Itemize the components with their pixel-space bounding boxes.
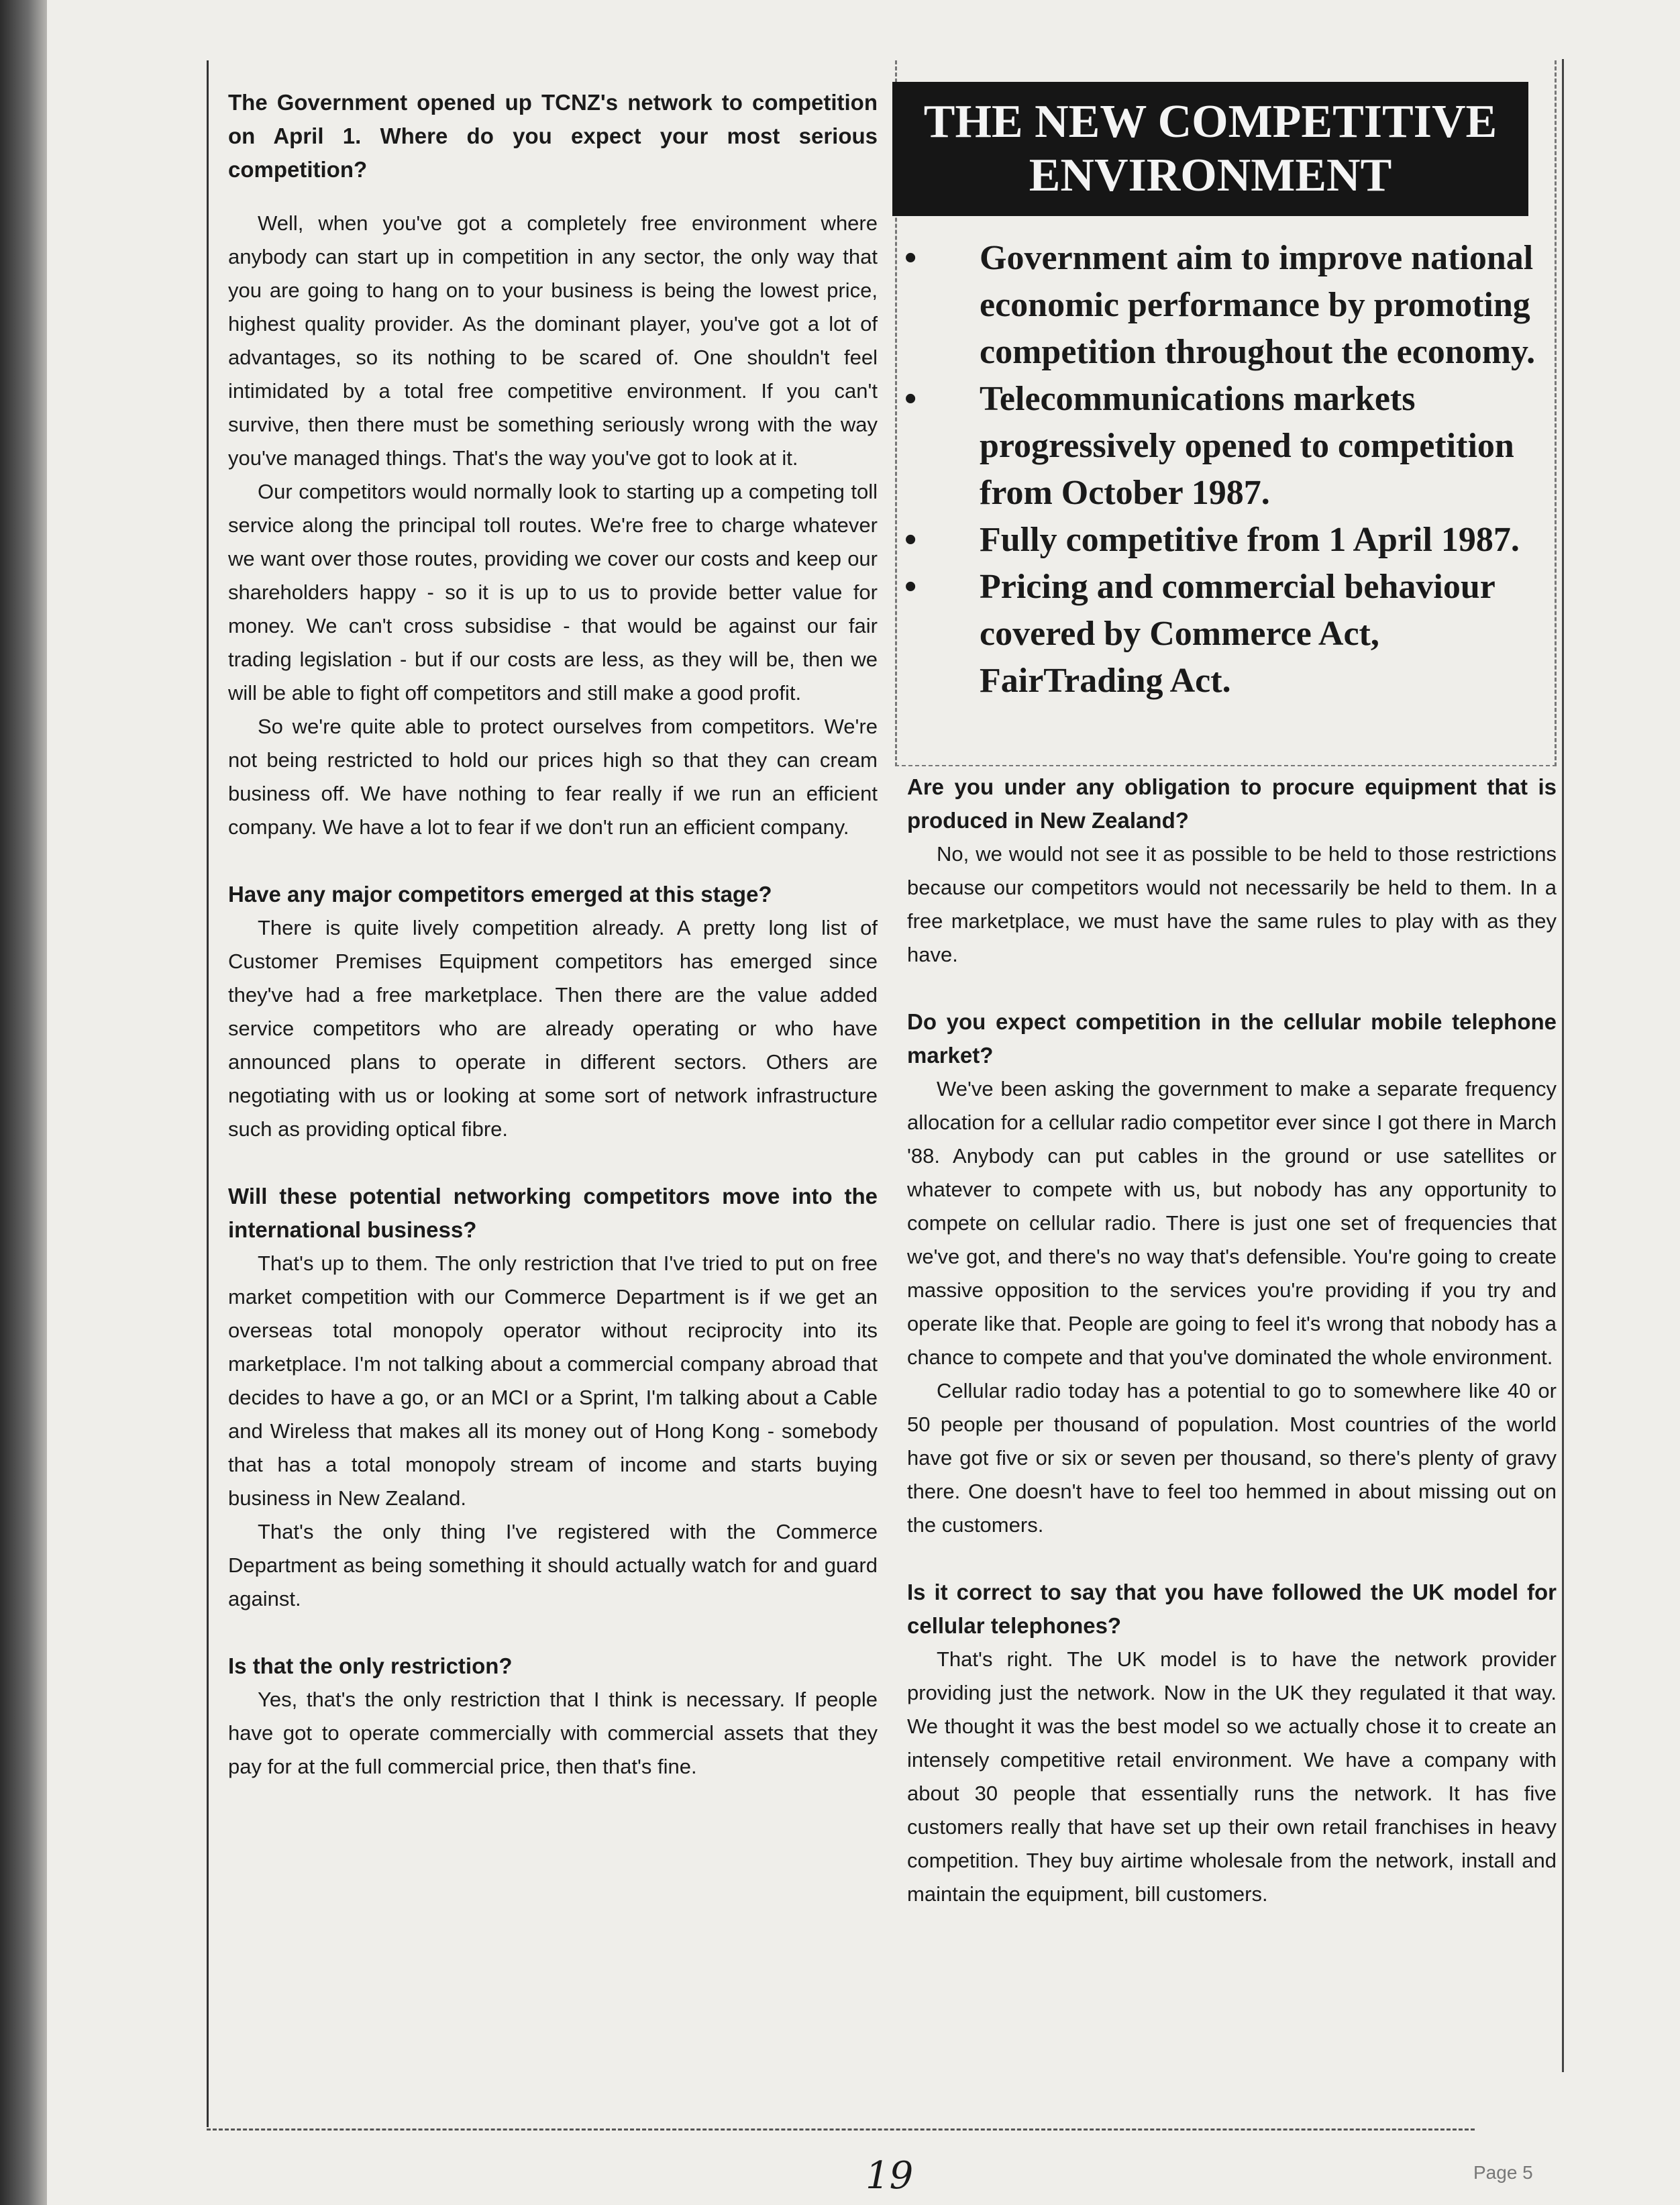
sidebar-bullet-list [899,235,1543,705]
answer-paragraph: No, we would not see it as possible to be held to those restrictions because our competitors would not necessarily be held to them. In a free marketplace, we must have the same rules to play with as they have. [907,842,1557,966]
answer-paragraph: Our competitors would normally look to starting up a competing toll service along the principal toll routes. We're free to charge whatever we want over those routes, providing we cover our costs and keep our shareholders happy - so it is up to us to provide better value for money. We can't cross subsidise - that would be against our fair trading legislation - but if our costs are less, as they will be, then we will be able to fight off competitors and still make a good profit. [228,480,878,705]
question-1: The Government opened up TCNZ's network to competition on April 1. Where do you expect your most serious competition? [228,90,878,182]
answer-paragraph: We've been asking the government to make a separate frequency allocation for a cellular radio competitor ever since I got there in March '88. Anybody can put cables in the ground or use satellites or whatever to compete with us, but nobody has any opportunity to compete on cellular radio. There is just one set of frequencies that we've got, and there's no way that's defensible. You're going to create massive opposition to the services you're providing if you try and operate like that. People are going to feel it's wrong that nobody has a chance to compete and that you've dominated the whole environment. [907,1077,1557,1369]
right-edge-rule [1562,59,1564,2072]
bullet-icon: • [904,380,917,418]
bottom-rule [207,2129,1475,2131]
question-5: Are you under any obligation to procure equipment that is produced in New Zealand? [907,774,1557,833]
answer-paragraph: Cellular radio today has a potential to go to somewhere like 40 or 50 people per thousand of population. Most countries of the world have got five or six or seven per thousand, so there's plenty of gravy there. One doesn't have to feel too hemmed in about missing out on the customers. [907,1379,1557,1537]
sidebar-bullet: • Pricing and commercial behaviour covered by Commerce Act, FairTrading Act. [899,564,1543,705]
page-label: Page 5 [1473,2162,1533,2183]
sidebar-title-banner [892,82,1528,216]
question-3: Will these potential networking competitors move into the international business? [228,1184,878,1242]
question-7: Is it correct to say that you have followed the UK model for cellular telephones? [907,1580,1557,1638]
sidebar-bullet: • Fully competitive from 1 April 1987. [899,517,1543,564]
answer-paragraph: Yes, that's the only restriction that I think is necessary. If people have got to operate commercially with commercial assets that they pay for at the full commercial price, then that's fine. [228,1688,878,1778]
answer-paragraph: Well, when you've got a completely free environment where anybody can start up in competition in any sector, the only way that you are going to hang on to your business is being the lowest price, highest quality provider. As the dominant player, you've got a lot of advantages, so its nothing to be scared of. One shouldn't feel intimidated by a total free competitive environment. If you can't survive, then there must be something seriously wrong with the way you've managed things. That's the way you've got to look at it. [228,211,878,470]
sidebar-title-line1: THE NEW COMPETITIVE [923,96,1498,148]
answer-paragraph: That's right. The UK model is to have the network provider providing just the network. Now in the UK they regulated it that way. We thought it was the best model so we actually chose it to create an intensely competitive retail environment. We have a company with about 30 people that essentially runs the network. It has five customers really that have set up their own retail franchises in heavy competition. They buy airtime wholesale from the network, install and maintain the equipment, bill customers. [907,1647,1557,1906]
answer-paragraph: That's up to them. The only restriction that I've tried to put on free market competition with our Commerce Department is if we get an overseas total monopoly operator without reciprocity into its marketplace. I'm not talking about a commercial company abroad that decides to have a go, or an MCI or a Sprint, I'm talking about a Cable and Wireless that makes all its money out of Hong Kong - somebody that has a total monopoly stream of income and starts buying business in New Zealand. [228,1251,878,1510]
sidebar-bullet: • Telecommunications markets progressively opened to competition from October 1987. [899,376,1543,517]
sidebar-title-line2: ENVIRONMENT [1029,150,1392,201]
answer-paragraph: That's the only thing I've registered with the Commerce Department as being something it should actually watch for and guard against. [228,1520,878,1610]
bullet-icon: • [904,239,917,277]
bullet-icon: • [904,568,917,606]
question-2: Have any major competitors emerged at this stage? [228,882,772,907]
answer-paragraph: There is quite lively competition already. A pretty long list of Customer Premises Equipment competitors has emerged since they've had a free marketplace. Then there are the value added service competitors who are already operating or who have announced plans to operate in different sectors. Others are negotiating with us or looking at some sort of network infrastructure such as providing optical fibre. [228,916,878,1141]
right-column [907,770,1557,1911]
book-binding-shadow [0,0,47,2205]
question-6: Do you expect competition in the cellular mobile telephone market? [907,1009,1557,1068]
sidebar-bullet: • Government aim to improve national economic performance by promoting competition throughout the economy. [899,235,1543,376]
left-column [228,86,878,1784]
left-column-rule [207,60,209,2127]
question-4: Is that the only restriction? [228,1653,513,1678]
page-number: 19 [865,2154,914,2198]
answer-paragraph: So we're quite able to protect ourselves from competitors. We're not being restricted to hold our prices high so that they can cream business off. We have nothing to fear really if we run an efficient company. We have a lot to fear if we don't run an efficient company. [228,715,878,839]
bullet-icon: • [904,521,917,559]
